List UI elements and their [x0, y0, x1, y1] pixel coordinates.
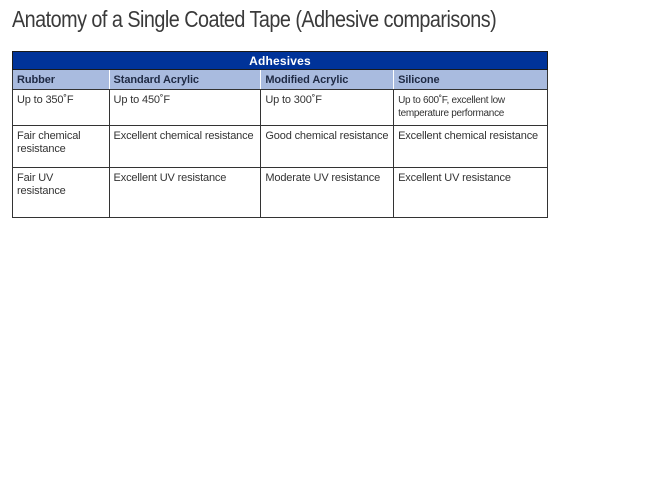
table-row-temperature	[13, 90, 548, 126]
page-title: Anatomy of a Single Coated Tape (Adhesive comparisons)	[12, 6, 497, 32]
table-cell: Good chemical resistance	[261, 126, 394, 168]
header-row	[13, 70, 548, 90]
column-header-rubber: Rubber	[13, 70, 110, 90]
table-cell: Fair chemical resistance	[13, 126, 110, 168]
table-banner: Adhesives	[13, 52, 548, 70]
table-cell: Up to 450˚F	[109, 90, 261, 126]
table-cell: Excellent chemical resistance	[109, 126, 261, 168]
table-cell: Excellent UV resistance	[109, 168, 261, 218]
table-cell: Excellent UV resistance	[394, 168, 548, 218]
adhesive-comparison-table	[12, 51, 548, 218]
column-header-silicone: Silicone	[394, 70, 548, 90]
table-cell: Moderate UV resistance	[261, 168, 394, 218]
table-row-chemical-resistance	[13, 126, 548, 168]
table-cell: Up to 350˚F	[13, 90, 110, 126]
column-header-standard-acrylic: Standard Acrylic	[109, 70, 261, 90]
table-cell: Up to 600˚F, excellent low temperature performance	[394, 90, 548, 126]
table-cell: Up to 300˚F	[261, 90, 394, 126]
table-cell: Fair UV resistance	[13, 168, 110, 218]
table-row-uv-resistance	[13, 168, 548, 218]
column-header-modified-acrylic: Modified Acrylic	[261, 70, 394, 90]
table-cell: Excellent chemical resistance	[394, 126, 548, 168]
